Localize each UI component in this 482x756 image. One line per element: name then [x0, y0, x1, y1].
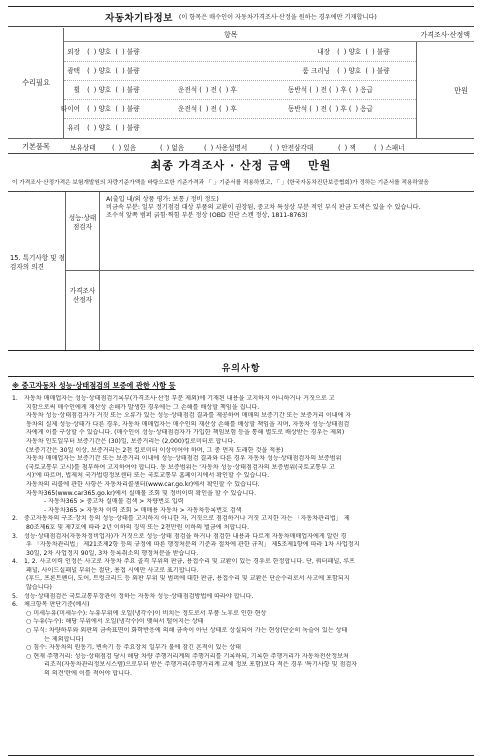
final-price-unit: 만원	[308, 159, 332, 172]
notice-line	[12, 524, 470, 533]
notice-line	[12, 447, 470, 456]
notice-line-text: 자동차 인도일부터 보증기간은 (30)일, 보증거리는 (2,000)킬로미터로 합니다.	[26, 437, 236, 445]
notice-line	[12, 593, 470, 602]
notice-line	[12, 490, 470, 499]
notice-box	[8, 376, 474, 756]
table-subtitle: (이 항목은 매수인이 자동차가격조사·산정을 원하는 경우에만 기재합니다)	[178, 14, 377, 21]
final-price-row	[8, 157, 474, 173]
notice-line-text: 자동차365(www.car365.go.kr)에서 실매물 조회 및 정비이력 확인을 할 수 있습니다.	[26, 489, 257, 497]
repair-needed-label: 수리필요	[22, 78, 50, 87]
notice-line-number: 4.	[12, 558, 18, 566]
notice-line	[12, 644, 470, 653]
notice-line-text: 시)'에 따르며, 법제처 국가법령정보센터 또는 국토교통부 홈페이지에서 확인할 수 있습니다.	[26, 472, 270, 480]
notice-line	[12, 515, 470, 524]
notice-line-text: ○ 현재 주행거리: 성능·상태점검 당시 해당 차량 주행거리계의 주행거리를 기록하되, 기록한 주행거리가 자동차전산정보처	[26, 652, 349, 660]
notice-line-text: 1, 2. 사고이력 인정은 사고로 자동차 주요 골격 부위의 판금, 용접수리 및 교환이 있는 경우로 한정합니다. 단, 쿼터패널, 루프	[24, 558, 355, 566]
notice-line-text: ○ 누유(누수): 해당 부위에서 오일(냉각수)이 맺혀서 떨어지는 상태	[26, 618, 204, 626]
wheel-item: 휠 ( ) 양호 ( ) 불량	[73, 86, 140, 94]
notice-line	[12, 575, 470, 584]
vehicle-other-info-table	[8, 6, 474, 351]
tire-driver-item: 운전석 ( ) 전 ( ) 후	[178, 105, 237, 113]
notice-line-number: 5.	[12, 592, 18, 600]
notice-line-number: 2.	[12, 515, 18, 523]
notice-line	[12, 481, 470, 490]
room-cleaning-item: 룸 크리닝 ( ) 양호 ( ) 불량	[302, 67, 390, 75]
notice-line	[12, 618, 470, 627]
notice-line	[12, 507, 470, 516]
document-page	[8, 6, 474, 677]
basic-spanner: ( ) 스패너	[374, 144, 405, 152]
notice-line	[12, 636, 470, 645]
notice-line-text: 성능·상태점검은 국토교통부장관이 정하는 자동차 성능·상태점검방법에 따라야 합니다.	[24, 592, 254, 600]
notice-line-text: 자동차 매매업자는 성능·상태점검기록부(가격조사·산정 부분 제외)에 기재된 내용을 고지하지 아니하거나 거짓으로 고	[24, 395, 335, 402]
notice-line	[12, 670, 470, 679]
notice-line-text: 리조직(자동차관리정보시스템)으로부터 받은 주행거리(주행거리계 교체 정보 포함)보다 적은 경우 '특기사항 및 점검자	[44, 661, 358, 669]
notice-line-text: 의 의견'란에 이를 적어야 합니다.	[44, 670, 132, 677]
notice-list	[12, 395, 470, 679]
price-header: 가격조사·산정액	[420, 31, 470, 39]
interior-item: 내장 ( ) 양호 ( ) 불량	[317, 48, 390, 56]
basic-items-row: 기본품목 보유상태 ( ) 있음 ( ) 없음 ( ) 사용설명서 ( ) 안전삼각대 ( ) 잭 ( ) 스패너	[8, 138, 474, 154]
price-note: 이 가격조사·산정가격은 보험개발원의 차량기준가액을 바탕으로한 기준가격과 「 」기준서를 적용하였고, 「 」(한국자동차진단보증협회)가 정하는 기준서를 적용하였음	[12, 180, 429, 186]
notice-line	[12, 584, 470, 593]
notice-line-text: 자동차의 리콜에 관한 사항은 자동차리콜센터(www.car.go.kr)에서 확인할 수 있습니다.	[26, 480, 260, 488]
performance-inspector-label: 성능·상태 점검자	[68, 214, 97, 231]
notice-line	[12, 541, 470, 550]
notice-line	[12, 438, 470, 447]
final-price-title: 최종 가격조사 · 산정 금액	[150, 159, 292, 172]
notice-line-text: 패널, 사이드실패널 부위는 절단, 용접 시에만 사고로 표기합니다.	[26, 566, 199, 574]
notice-line-text: 자에게 이를 구상할 수 있습니다. (매수인이 성능·상태점검자가 가입한 책임보험 등을 통해 별도로 배상받는 경우는 제외)	[26, 429, 345, 437]
notice-line-text: 자동차 매매업자는 보증기간 또는 보증거리 이내에 성능·상태점검 결과와 다른 경우 자동차 성능·상태점검자의 보증범위	[26, 455, 342, 463]
price-column	[416, 42, 474, 138]
notice-line-text: - 자동차365 > 자동차 이력 조회 > 매매용 자동차 > 자동차등록번호 검색	[44, 506, 242, 514]
notice-line	[12, 412, 470, 421]
notice-line-text: (후드, 프론트펜더, 도어, 트렁크리드 등 외판 부위 및 범퍼에 대한 판금, 용접수리 및 교환은 단순수리로서 사고에 포함되지	[26, 575, 350, 583]
notice-line-number: 6.	[12, 601, 18, 609]
notice-line	[12, 550, 470, 559]
special-notes-label-cell	[8, 192, 66, 350]
notice-line	[12, 610, 470, 619]
notice-line-text: 지함으로써 매수인에게 재산상 손해가 발생한 경우에는 그 손해를 배상할 책임을 집니다.	[26, 403, 260, 411]
notice-line-text: 80조제6호 및 제7호에 따라 2년 이하의 징역 또는 2천만원 이하의 벌금에 처합니다.	[26, 523, 250, 531]
notice-line	[12, 661, 470, 670]
notice-line	[12, 567, 470, 576]
notice-line	[12, 421, 470, 430]
notice-line	[12, 558, 470, 567]
special-notes-label: 15. 특기사항 및 점검자의 의견	[10, 254, 65, 271]
notice-title: 유의사항	[221, 364, 261, 374]
notice-line-number: 3.	[12, 532, 18, 540]
tire-item: 타이어 ( ) 양호 ( ) 불량	[60, 105, 140, 113]
basic-none: ( ) 없음	[160, 144, 185, 152]
inspector-opinion: A(출입 내/외 상품 평가: 보통 / 정비 정도) 비금속 부분: 일부 정기점검 대상 부품의 교환이 권장됨, 중고차 특성상 부분 적인 부식 판금 도색은 있을 수 있습니다. 조수석 앞쪽 범퍼 긁힘·찍힘 부분 정상 (OBD 진단 스캔 정상, 1811-8763)	[106, 196, 421, 219]
notice-line-text: 는 제외합니다)	[44, 635, 84, 643]
notice-heading: ※ 중고자동차 성능·상태점검의 보증에 관한 사항 등	[12, 381, 176, 390]
notice-line-text: ○ 미세누유(미세누수): 누유부위에 오일(냉각수)이 비치는 정도로서 부품 노후로 인한 현상	[26, 609, 267, 617]
notice-line	[12, 498, 470, 507]
notice-line	[12, 464, 470, 473]
notice-line-text: 동차의 실제 성능·상태가 다른 경우, 자동차 매매업자는 매수인의 재산상 손해를 배상할 책임을 지며, 자동차 성능·상태점검	[26, 420, 350, 428]
notice-line	[12, 601, 470, 610]
notice-line-text: (보증기간은 30일 이상, 보증거리는 2천 킬로미터 이상이어야 하며, 그 중 먼저 도래한 것을 적용)	[26, 446, 284, 454]
price-assessor-label: 가격조사 산정자	[69, 287, 96, 304]
tire-passenger-item: 동반석 ( ) 전 ( ) 후 ( ) 응급	[288, 105, 373, 113]
notice-line	[12, 533, 470, 542]
notice-line-text: 자동차 성능·상태점검자가 거짓 또는 오류가 있는 성능·상태점검 결과를 제공하여 매매의 보증기간 또는 보증거리 이내에 자	[26, 412, 352, 420]
notice-line-text: 체크항목 판단기준(예시)	[24, 601, 90, 609]
table-title-bar	[8, 7, 474, 27]
items-header-row	[64, 28, 474, 42]
notice-line-text: 않습니다)	[26, 584, 52, 592]
inspector-label-cell	[66, 192, 100, 350]
notice-line-text: ○ 부식: 차량하부와 외판의 금속표면이 화학반응에 의해 금속이 아닌 상태로 상실되어 가는 현상(단순히 녹슬어 있는 상태	[26, 627, 348, 635]
basic-jack: ( ) 잭	[338, 144, 356, 152]
basic-has: ( ) 있음	[112, 144, 137, 152]
notice-line-text: 중고자동차의 구조·장치 등의 성능·상태를 고지하지 아니한 자, 거짓으로 점검하거나 거짓 고지한 자는 「자동차관리법」 제	[24, 515, 350, 523]
notice-line-text: ○ 침수: 자동차의 원동기, 변속기 등 주요장치 일부가 물에 잠긴 흔적이 있는 상태	[26, 644, 242, 652]
notice-line-text: (국토교통부 고시)를 첨부하여 고지하여야 합니다. 동 보증범위는 '자동차 성능·상태점검자의 보증범위(국토교통부 고	[26, 463, 335, 471]
notice-line	[12, 395, 470, 404]
wheel-driver-item: 운전석 ( ) 전 ( ) 후	[178, 86, 237, 94]
gloss-item: 광택 ( ) 양호 ( ) 불량	[67, 67, 140, 75]
wheel-passenger-item: 동반석 ( ) 전 ( ) 후 ( ) 응급	[288, 86, 373, 94]
notice-line-text: 우 「자동차관리법」 제21조제2항 등의 규정에 따른 행정처분의 기준과 절차에 관한 규칙」 제5조제1항에 따라 1차 사업정지	[26, 541, 360, 549]
notice-line-number: 1.	[12, 395, 18, 402]
notice-line	[12, 653, 470, 662]
exterior-item: 외장 ( ) 양호 ( ) 불량	[67, 48, 140, 56]
special-notes-section	[8, 191, 474, 349]
basic-manual: ( ) 사용설명서	[204, 144, 248, 152]
notice-line	[12, 627, 470, 636]
glass-item: 유리 ( ) 양호 ( ) 불량	[67, 124, 140, 132]
notice-line-text: 성능·상태점검자(자동차정비업자)가 거짓으로 성능·상태 점검을 하거나 점검한 내용과 다르게 자동차매매업자에게 알린 경	[24, 532, 347, 540]
price-unit: 만원	[454, 86, 468, 95]
basic-items-label: 기본품목	[22, 142, 50, 151]
table-title: 자동차기타정보	[105, 12, 173, 24]
notice-line	[12, 472, 470, 481]
notice-line	[12, 455, 470, 464]
notice-line	[12, 404, 470, 413]
notice-line	[12, 429, 470, 438]
status-grid	[8, 28, 474, 138]
basic-triangle: ( ) 안전삼각대	[270, 144, 314, 152]
items-header: 항목	[224, 31, 238, 39]
notice-line-text: - 자동차365 > 중고차 실매물 검색 > 차량번호 입력	[44, 498, 184, 506]
notice-line-text: 30일, 2차 사업정지 90일, 3차 등록취소의 행정처분을 받습니다.	[26, 549, 199, 557]
